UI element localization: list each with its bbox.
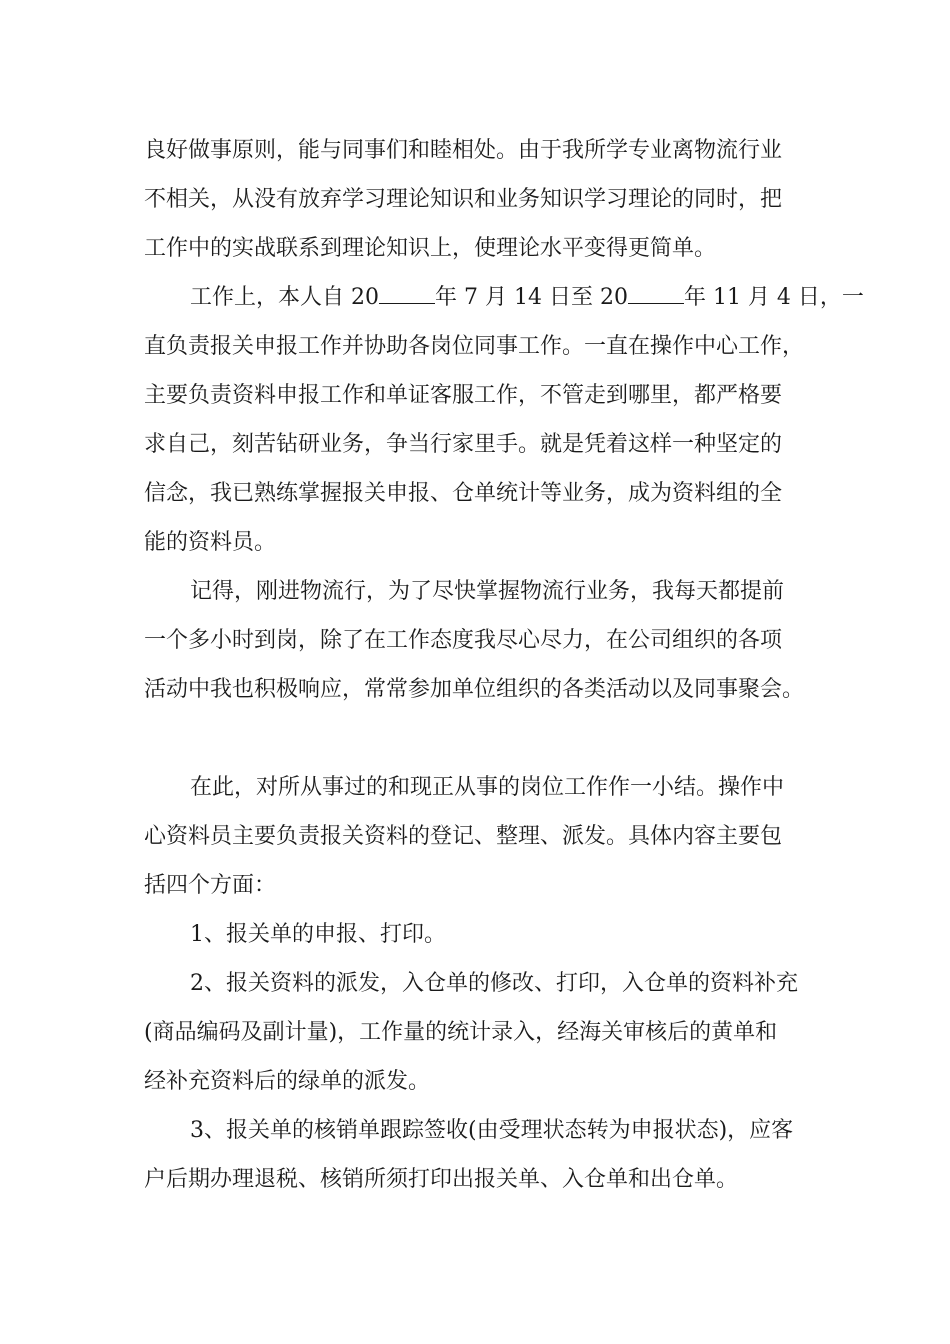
paragraph-line: 括四个方面： [144, 873, 277, 898]
paragraph-line: 记得，刚进物流行，为了尽快掌握物流行业务，我每天都提前 [190, 579, 785, 604]
list-item: 3、报关单的核销单跟踪签收(由受理状态转为申报状态)，应客 [190, 1118, 794, 1143]
paragraph-line: 心资料员主要负责报关资料的登记、整理、派发。具体内容主要包 [144, 824, 783, 849]
paragraph-line: 求自己，刻苦钻研业务，争当行家里手。就是凭着这样一种坚定的 [144, 432, 783, 457]
paragraph-line: 良好做事原则，能与同事们和睦相处。由于我所学专业离物流行业 [144, 138, 783, 163]
paragraph-gap [144, 714, 824, 763]
paragraph-line: 活动中我也积极响应，常常参加单位组织的各类活动以及同事聚会。 [144, 677, 805, 702]
paragraph-line: 一个多小时到岗，除了在工作态度我尽心尽力，在公司组织的各项 [144, 628, 783, 653]
date-text: 年 7 月 14 日至 20 [435, 285, 628, 310]
document-body [144, 126, 864, 1204]
list-item: 2、报关资料的派发，入仓单的修改、打印，入仓单的资料补充 [190, 971, 798, 996]
date-text: 年 11 月 4 日，一 [683, 285, 864, 310]
year-blank [628, 285, 684, 304]
list-item-line: 经补充资料后的绿单的派发。 [144, 1069, 431, 1094]
date-text: 工作上，本人自 20 [190, 285, 379, 310]
paragraph-line: 直负责报关申报工作并协助各岗位同事工作。一直在操作中心工作， [144, 334, 805, 359]
paragraph-line: 信念，我已熟练掌握报关申报、仓单统计等业务，成为资料组的全 [144, 481, 783, 506]
list-item-line: 户后期办理退税、核销所须打印出报关单、入仓单和出仓单。 [144, 1167, 739, 1192]
paragraph-line: 在此，对所从事过的和现正从事的岗位工作作一小结。操作中 [190, 775, 785, 800]
year-blank [379, 285, 435, 304]
paragraph-line: 能的资料员。 [144, 530, 277, 555]
paragraph-line [144, 273, 864, 322]
paragraph-line: 主要负责资料申报工作和单证客服工作，不管走到哪里，都严格要 [144, 383, 783, 408]
list-item-line: (商品编码及副计量)，工作量的统计录入，经海关审核后的黄单和 [144, 1020, 778, 1045]
paragraph-line: 工作中的实战联系到理论知识上，使理论水平变得更简单。 [144, 236, 717, 261]
list-item: 1、报关单的申报、打印。 [190, 922, 446, 947]
paragraph-line: 不相关，从没有放弃学习理论知识和业务知识学习理论的同时，把 [144, 187, 783, 212]
